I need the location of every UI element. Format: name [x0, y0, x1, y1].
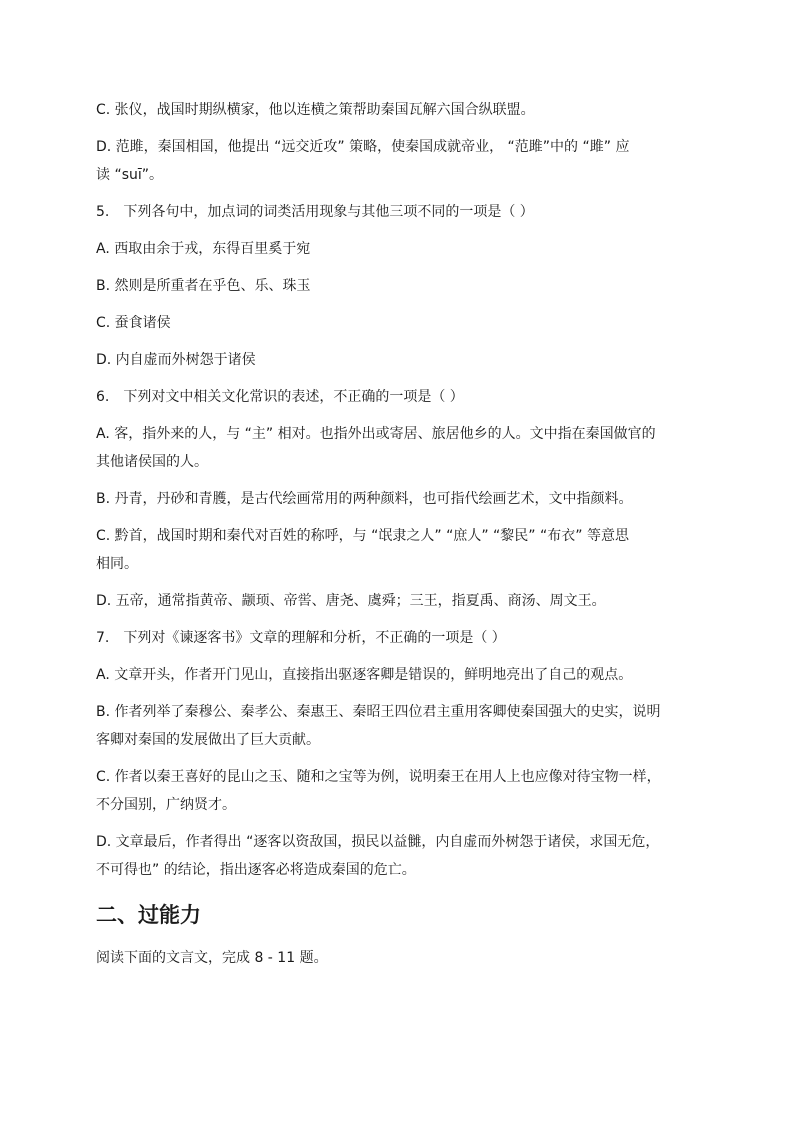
reading-instruction: 阅读下面的文言文，完成 8 - 11 题。 — [96, 950, 328, 966]
paragraph-q6a — [96, 420, 696, 476]
text-line: C. 黔首，战国时期和秦代对百姓的称呼，与 “氓隶之人” “庶人” “黎民” “布衣” 等意思 — [96, 528, 629, 544]
text-line: B. 然则是所重者在乎色、乐、珠玉 — [96, 278, 311, 294]
paragraph-q6d — [96, 587, 696, 615]
text-line: C. 张仪，战国时期纵横家，他以连横之策帮助秦国瓦解六国合纵联盟。 — [96, 102, 535, 118]
text-line: D. 五帝，通常指黄帝、颛顼、帝喾、唐尧、虞舜；三王，指夏禹、商汤、周文王。 — [96, 593, 606, 609]
paragraph-d1 — [96, 133, 696, 189]
text-line: A. 西取由余于戎，东得百里奚于宛 — [96, 241, 311, 257]
text-line: 读 “suī”。 — [96, 167, 164, 183]
text-line: C. 作者以秦王喜好的昆山之玉、随和之宝等为例，说明秦王在用人上也应像对待宝物一样， — [96, 769, 661, 785]
text-line: 6. 下列对文中相关文化常识的表述，不正确的一项是（ ） — [96, 389, 464, 405]
paragraph-q5b — [96, 272, 696, 300]
text-line: 不可得也” 的结论，指出逐客必将造成秦国的危亡。 — [96, 862, 416, 878]
text-line: B. 丹青，丹砂和青臒，是古代绘画常用的两种颜料，也可指代绘画艺术，文中指颜料。 — [96, 491, 633, 507]
text-line: 相同。 — [96, 556, 138, 572]
paragraph-q6 — [96, 383, 696, 411]
text-line: D. 内自虚而外树怨于诸侯 — [96, 352, 256, 368]
paragraph-q5a — [96, 235, 696, 263]
paragraph-q5d — [96, 346, 696, 374]
text-line: A. 文章开头，作者开门见山，直接指出驱逐客卿是错误的，鲜明地亮出了自己的观点。 — [96, 667, 633, 683]
text-line: 7. 下列对《谏逐客书》文章的理解和分析，不正确的一项是（ ） — [96, 630, 506, 646]
document-content — [96, 96, 696, 972]
text-line: A. 客，指外来的人，与 “主” 相对。也指外出或寄居、旅居他乡的人。文中指在秦国做官的 — [96, 426, 656, 442]
paragraph-q5 — [96, 198, 696, 226]
paragraph-q7b — [96, 698, 696, 754]
text-line: D. 范雎，秦国相国，他提出 “远交近攻” 策略，使秦国成就帝业， “范雎”中的 “雎” 应 — [96, 139, 630, 155]
paragraph-q5c — [96, 309, 696, 337]
text-line: D. 文章最后，作者得出 “逐客以资敌国，损民以益雠，内自虚而外树怨于诸侯，求国无危， — [96, 834, 660, 850]
text-line: B. 作者列举了秦穆公、秦孝公、秦惠王、秦昭王四位君主重用客卿使秦国强大的史实，说明 — [96, 704, 661, 720]
text-line: 其他诸侯国的人。 — [96, 454, 208, 470]
paragraph-q7d — [96, 828, 696, 884]
text-line: 客卿对秦国的发展做出了巨大贡献。 — [96, 732, 320, 748]
text-line: 5. 下列各句中，加点词的词类活用现象与其他三项不同的一项是（ ） — [96, 204, 534, 220]
text-line: C. 蚕食诸侯 — [96, 315, 171, 331]
paragraph-q6c — [96, 522, 696, 578]
paragraph-q7c — [96, 763, 696, 819]
question-list — [96, 96, 696, 884]
text-line: 不分国别，广纳贤才。 — [96, 797, 236, 813]
paragraph-q7 — [96, 624, 696, 652]
paragraph-q7a — [96, 661, 696, 689]
paragraph-c1 — [96, 96, 696, 124]
section-heading: 二、过能力 — [96, 903, 201, 927]
paragraph-q6b — [96, 485, 696, 513]
